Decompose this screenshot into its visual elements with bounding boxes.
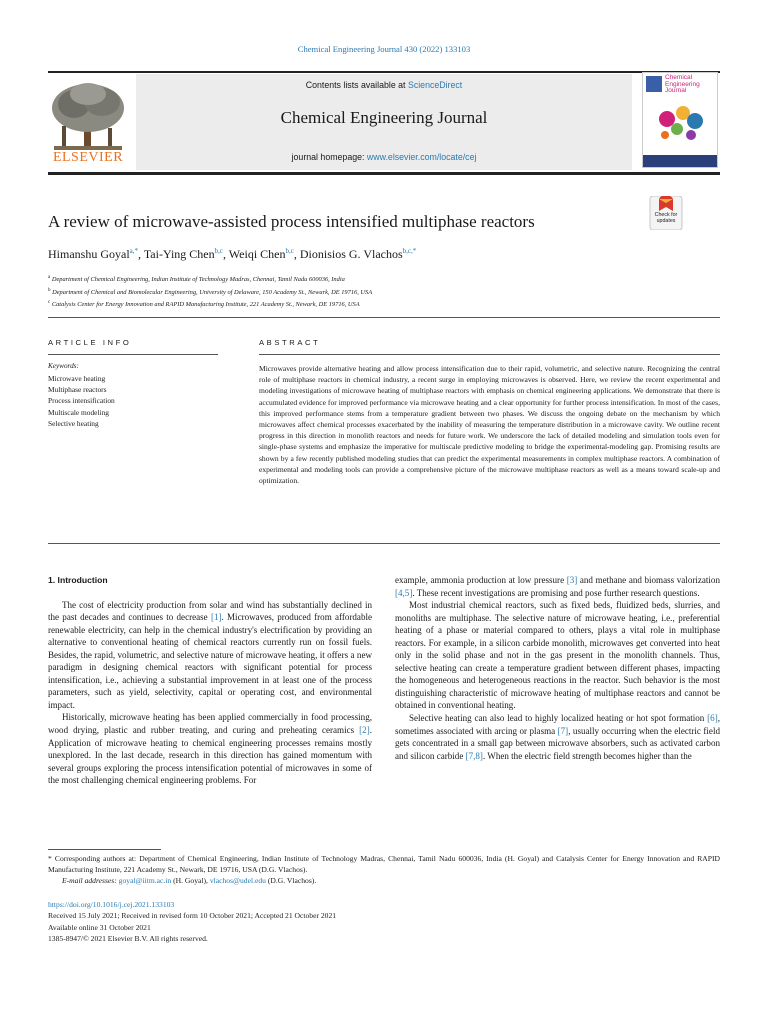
keyword-item: Microwave heating (48, 374, 106, 383)
contents-prefix: Contents lists available at (305, 80, 408, 90)
header-top-rule (48, 71, 720, 73)
keyword-item: Multiscale modeling (48, 407, 109, 417)
body-paragraph: Most industrial chemical reactors, such as fixed beds, fluidized beds, slurries, and monoliths are multiphase. The selective nature of microwave heating, i.e., preferential heating of a phase or material compared to others, plays a vital role in multiphase reactors. For example, in a silicon carbide monolith, microwaves get converted into heat only in the solid phase and not in the gas present in the monolith channels. Thus, selective heating can create a temperature gradient between different phases, impacting the homogeneous and heterogeneous reactions in the reactor. Such behavior is the most distinguishing characteristic of microwave heating of multiphase reactors and cannot be obtained in conventional heating. (395, 600, 720, 711)
keywords-list (48, 373, 115, 429)
article-info-rule (48, 354, 218, 355)
paragraph-text: . These recent investigations are promising and pose further research questions. (412, 587, 700, 598)
citation-link[interactable]: [1] (210, 612, 222, 623)
affiliation-text: Department of Chemical and Biomolecular Engineering, University of Delaware, 150 Academy St., Newark, DE 19716, USA (52, 288, 373, 296)
keyword-item: Multiphase reactors (48, 385, 107, 395)
affiliation-sup: c (48, 300, 51, 306)
email-owner: (H. Goyal), (171, 876, 210, 885)
author-name[interactable]: Dionisios G. Vlachos (299, 247, 403, 261)
paragraph-text: and methane and biomass valorization (577, 575, 720, 585)
author-name[interactable]: Himanshu Goyal (48, 247, 130, 261)
keyword-item: Process intensification (48, 396, 115, 406)
contents-line (136, 80, 632, 90)
affiliations (48, 273, 372, 311)
header-bottom-rule (48, 172, 720, 175)
paragraph-text: . Application of microwave heating to chemical engineering processes remains mostly unexplored. In the last decade, research in this direction has gained momentum with several groups exploring the process intensification potential of microwaves in some of the most challenging chemical engineering problems. For (48, 725, 372, 786)
received-dates: Received 15 July 2021; Received in revised form 10 October 2021; Accepted 21 October 2021 (48, 911, 337, 921)
paragraph-text: . Microwaves, produced from affordable renewable electricity, can help in the chemical industry's electrification by providing an alternative to conventional heating of chemical reactors currently run on fossil fuels. Besides, the rapid, volumetric, and selective nature of microwave heating, it offers a new paradigm in designing chemical reactors with significant potential for process intensification, i.e., achieving a substantial improvement in at least one of the process parameters, such as yield, selectivity, capital or operating cost, and environmental impact. (48, 612, 372, 710)
crossmark-line: Check for (654, 212, 678, 218)
available-online: Available online 31 October 2021 (48, 922, 151, 932)
affiliation-text: Catalysis Center for Energy Innovation and RAPID Manufacturing Institute, 221 Academy St., Newark, DE 19716, USA (51, 301, 360, 309)
publisher-logo-text: ELSEVIER (52, 150, 124, 165)
affiliation-text: Department of Chemical Engineering, Indian Institute of Technology Madras, Chennai, Tamil Nadu 600036, India (51, 276, 345, 284)
body-paragraph (395, 574, 720, 599)
cover-title-line: Engineering (665, 80, 700, 88)
article-title: A review of microwave-assisted process intensified multiphase reactors (48, 212, 535, 231)
footnote-rule (48, 849, 161, 850)
author-affil-sup[interactable]: b,c,* (402, 247, 417, 255)
abstract-rule (259, 354, 720, 355)
copyright-line: 1385-8947/© 2021 Elsevier B.V. All rights reserved. (48, 934, 208, 944)
affiliation-item (48, 286, 372, 299)
paragraph-text: Selective heating can also lead to highly localized heating or hot spot formation (409, 713, 708, 724)
affiliation-sup: b (48, 287, 51, 293)
body-column-right (395, 574, 720, 762)
author-name[interactable]: Weiqi Chen (228, 247, 286, 261)
homepage-prefix: journal homepage: (291, 152, 367, 162)
journal-homepage-link[interactable]: www.elsevier.com/locate/cej (366, 152, 477, 162)
affiliation-sup: a (48, 275, 51, 280)
doi-link[interactable]: https://doi.org/10.1016/j.cej.2021.133103 (48, 900, 175, 909)
citation-link[interactable]: [2] (359, 725, 370, 736)
corresponding-author-footnote: * Corresponding authors at: Department of Chemical Engineering, Indian Institute of Technology Madras, Chennai, Tamil Nadu 600036, India (H. Goyal) and Catalysis Center for Energy Innovation and RAPID Manufacturing Institute, 221 Academy St., Newark, DE 19716, USA (D.G. Vlachos). (48, 854, 720, 875)
body-paragraph (48, 599, 372, 712)
keywords-label: Keywords: (48, 362, 79, 370)
author-list: Himanshu Goyal$^{a,*}$, Tai-Ying Chen$^{b,c}$, Weiqi Chen$^{b,c}$, Dionisios G. Vlachos$^{b,c,*}$ (48, 247, 417, 261)
paragraph-text: example, ammonia production at low pressure (395, 575, 567, 585)
paragraph-text: Historically, microwave heating has been applied commercially in food processing, wood drying, plastic and rubber treating, and curing and preheating ceramics (48, 712, 372, 736)
affiliation-item (48, 273, 372, 286)
body-column-left (48, 574, 372, 787)
email-link[interactable]: vlachos@udel.edu (209, 876, 266, 885)
cover-title-line: Chemical (665, 74, 693, 81)
abstract-bottom-rule (48, 543, 720, 544)
crossmark-line: updates (656, 217, 676, 224)
author-affil-sup[interactable]: b,c (214, 247, 223, 255)
sciencedirect-link[interactable]: ScienceDirect (407, 80, 463, 90)
citation-link[interactable]: [6] (707, 713, 718, 724)
citation-link[interactable]: [4,5] (395, 587, 413, 598)
abstract-heading: ABSTRACT (259, 338, 321, 347)
cover-title (665, 75, 700, 95)
section-heading: 1. Introduction (48, 575, 108, 585)
affiliation-item (48, 298, 372, 311)
check-for-updates-label[interactable] (647, 213, 685, 224)
email-link[interactable]: goyal@iitm.ac.in (118, 876, 172, 885)
article-info-heading: ARTICLE INFO (48, 338, 132, 347)
paragraph-text: , usually occurring when the electric field gets concentrated in a small gap between microwave absorbers, such as activated carbon and silicon carbide (395, 725, 720, 761)
keyword-item: Selective heating (48, 418, 99, 428)
citation-link[interactable]: [3] (566, 575, 578, 585)
paragraph-text: . When the electric field strength becomes higher than the (482, 750, 692, 761)
citation-link[interactable]: [7] (557, 725, 569, 736)
publication-info (48, 899, 336, 945)
email-addresses (62, 876, 316, 885)
citation-link[interactable]: [7,8] (465, 750, 483, 761)
journal-title: Chemical Engineering Journal (280, 108, 488, 127)
email-owner: (D.G. Vlachos). (265, 876, 317, 885)
body-paragraph (48, 711, 372, 786)
email-label: E-mail addresses: (62, 876, 119, 885)
author-name[interactable]: Tai-Ying Chen (143, 247, 215, 261)
author-affil-sup[interactable]: a,* (129, 247, 139, 255)
paragraph-text: , sometimes associated with arcing or plasma (395, 713, 720, 736)
homepage-line (136, 152, 632, 162)
section-divider (48, 317, 720, 318)
cover-title-line: Journal (665, 87, 687, 95)
body-paragraph (395, 712, 720, 762)
journal-cover-thumbnail (642, 72, 718, 168)
abstract-text: Microwaves provide alternative heating and allow process intensification due to their rapid, volumetric, and selective nature. Recognizing the central role of multiphase reactors in chemical industry, a recent surge in employing microwaves is observed. Here, we review the recent experimental and modeling investigations of microwave heating of multiphase reactors with emphasis on chemical engineering applications. We demonstrate that there is accumulated evidence for improved performance via microwave heating and a clear opportunity for further process intensification. In most of the cases, this improved performance stems from a temperature gradient between two phases. We discuss the ongoing debate on the mechanism by which microwaves affect chemical processes exacerbated by the inability of measuring the temperature distribution in a microwave cavity. We outline recent progress in this direction in monolith reactors and needs for future work. We underscore the lack of detailed modeling and simulation tools even for single-phase systems and emphasize the imperative for multiscale predictive modeling to bridge the experimental-modeling gap. Promising results are shown by a few recently published modeling studies that can predict the experimental measurements in complex multiphase reactors. A combination of experimental and modeling tools can provide a comprehensive picture of the microwave multiphase reactors as well as a means toward scale-up and optimization. (259, 364, 720, 485)
author-affil-sup[interactable]: b,c (285, 247, 294, 255)
paragraph-text: The cost of electricity production from solar and wind has substantially declined in the past decades and continues to decrease (48, 599, 372, 623)
journal-reference[interactable]: Chemical Engineering Journal 430 (2022) 133103 (297, 44, 471, 54)
